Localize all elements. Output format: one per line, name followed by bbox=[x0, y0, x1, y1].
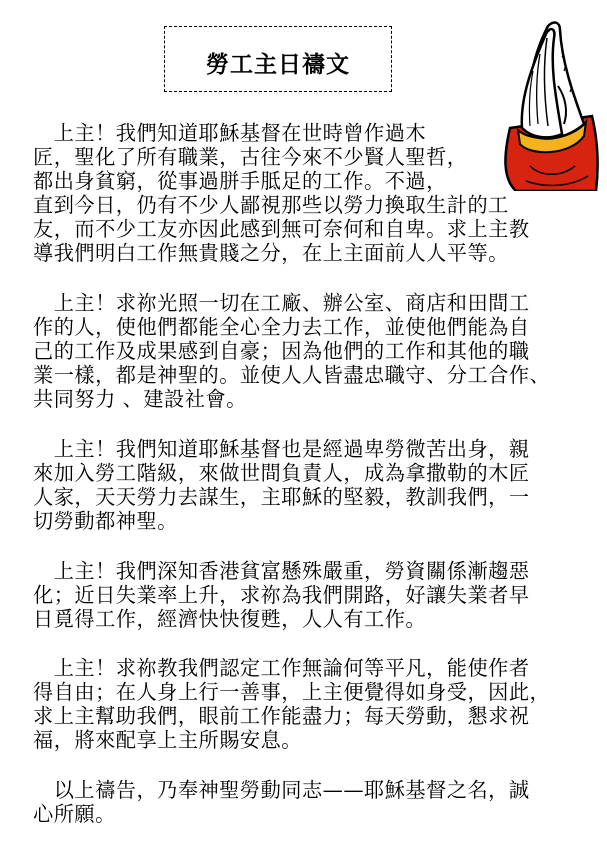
praying-hands-icon bbox=[500, 16, 600, 191]
paragraph-1-line-6: 導我們明白工作無貴賤之分，在上主面前人人平等。 bbox=[33, 241, 509, 265]
paragraph-6-line-1: 以上禱告，乃奉神聖勞動同志——耶穌基督之名，誠 bbox=[33, 778, 530, 802]
paragraph-1-line-3: 都出身貧窮，從事過胼手胝足的工作。不過， bbox=[33, 169, 447, 193]
paragraph-4-line-2: 化；近日失業率上升，求祢為我們開路，好讓失業者早 bbox=[33, 583, 530, 607]
paragraph-1-line-1: 上主！我們知道耶穌基督在世時曾作過木 bbox=[33, 121, 427, 145]
paragraph-2-line-5: 共同努力 、建設社會。 bbox=[33, 387, 247, 411]
paragraph-1-line-4: 直到今日，仍有不少人鄙視那些以勞力換取生計的工 bbox=[33, 193, 509, 217]
paragraph-4-line-1: 上主！我們深知香港貧富懸殊嚴重，勞資關係漸趨惡 bbox=[33, 559, 530, 583]
paragraph-3-line-1: 上主！我們知道耶穌基督也是經過卑勞微苦出身，親 bbox=[33, 437, 530, 461]
paragraph-3-line-4: 切勞動都神聖。 bbox=[33, 509, 178, 533]
paragraph-2-line-3: 己的工作及成果感到自豪；因為他們的工作和其他的職 bbox=[33, 339, 530, 363]
paragraph-5-line-3: 求上主幫助我們，眼前工作能盡力；每天勞動，懇求祝 bbox=[33, 704, 530, 728]
paragraph-5-line-2: 得自由；在人身上行一善事，上主便覺得如身受，因此， bbox=[33, 680, 551, 704]
paragraph-2-line-2: 作的人，使他們都能全心全力去工作，並使他們能為自 bbox=[33, 315, 530, 339]
paragraph-5-line-1: 上主！求祢教我們認定工作無論何等平凡，能使作者 bbox=[33, 656, 530, 680]
paragraph-6-line-2: 心所願。 bbox=[33, 802, 116, 826]
paragraph-3-line-3: 人家，天天勞力去謀生，主耶穌的堅毅，教訓我們，一 bbox=[33, 485, 530, 509]
paragraph-2-line-4: 業一樣，都是神聖的。並使人人皆盡忠職守、分工合作、 bbox=[33, 363, 551, 387]
paragraph-2-line-1: 上主！求祢光照一切在工廠、辦公室、商店和田間工 bbox=[33, 291, 530, 315]
paragraph-3-line-2: 來加入勞工階級，來做世間負責人，成為拿撒勒的木匠 bbox=[33, 461, 530, 485]
paragraph-1-line-5: 友，而不少工友亦因此感到無可奈何和自卑。求上主教 bbox=[33, 217, 530, 241]
paragraph-1-line-2: 匠，聖化了所有職業，古往今來不少賢人聖哲， bbox=[33, 145, 468, 169]
paragraph-4-line-3: 日覓得工作，經濟快快復甦，人人有工作。 bbox=[33, 607, 427, 631]
page-title: 勞工主日禱文 bbox=[206, 52, 350, 78]
title-box bbox=[164, 26, 392, 92]
paragraph-5-line-4: 福，將來配享上主所賜安息。 bbox=[33, 728, 302, 752]
